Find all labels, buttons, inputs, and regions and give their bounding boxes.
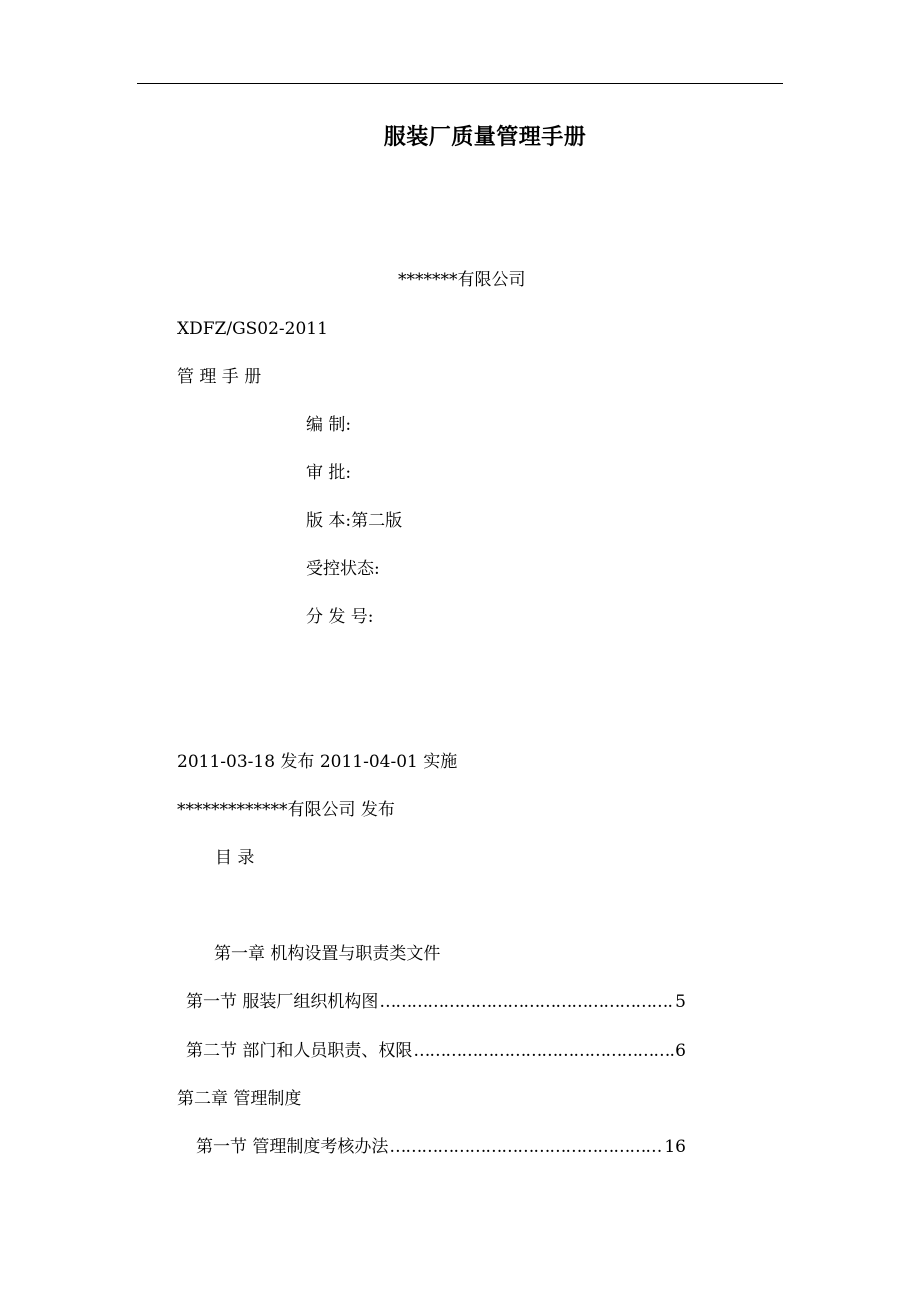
toc-item-label: 第一节 管理制度考核办法 (196, 1137, 389, 1157)
header-rule (137, 83, 783, 84)
field-approved-by (306, 462, 351, 484)
toc-item[interactable] (186, 991, 686, 1013)
field-label: 编 制: (306, 415, 352, 435)
toc-chapter-1: 第一章 机构设置与职责类文件 (214, 944, 441, 964)
field-label: 审 批: (306, 463, 352, 483)
field-label: 受控状态: (306, 559, 380, 579)
field-version (306, 510, 402, 532)
field-compiled-by (306, 414, 351, 436)
field-label: 版 本: (306, 511, 352, 531)
field-label: 分 发 号: (306, 607, 374, 627)
dates-line: 2011-03-18 发布 2011-04-01 实施 (177, 752, 458, 772)
toc-heading: 目 录 (215, 848, 255, 868)
toc-item-page: 16 (664, 1137, 686, 1157)
toc-item-page: 5 (675, 992, 686, 1012)
field-distribution-number (306, 606, 374, 628)
company-name: *******有限公司 (398, 270, 526, 290)
document-title: 服装厂质量管理手册 (383, 124, 587, 150)
manual-label: 管 理 手 册 (177, 367, 262, 387)
field-value: 第二版 (351, 511, 403, 531)
toc-item-label: 第二节 部门和人员职责、权限 (186, 1041, 413, 1061)
toc-item[interactable] (186, 1040, 686, 1062)
toc-item[interactable] (196, 1136, 686, 1158)
toc-chapter-2: 第二章 管理制度 (177, 1089, 302, 1109)
toc-leader-dots (413, 1040, 674, 1062)
publisher-line: *************有限公司 发布 (177, 800, 395, 820)
toc-leader-dots (379, 991, 674, 1013)
toc-item-label: 第一节 服装厂组织机构图 (186, 992, 379, 1012)
toc-item-page: 6 (675, 1041, 686, 1061)
toc-leader-dots (389, 1136, 663, 1158)
document-code: XDFZ/GS02-2011 (177, 319, 328, 339)
field-control-status (306, 558, 380, 580)
